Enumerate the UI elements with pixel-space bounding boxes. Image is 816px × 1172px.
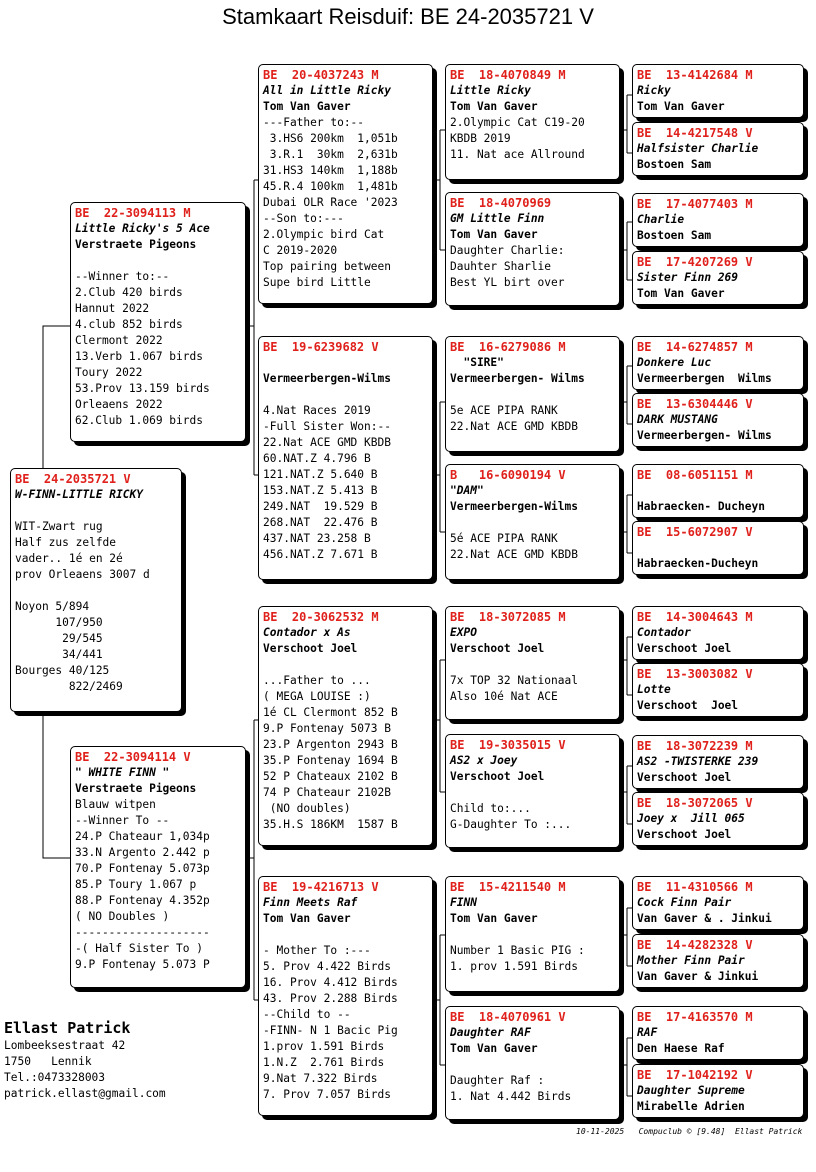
pigeon-name: Joey x Jill 065: [637, 812, 745, 825]
pigeon-note: 1.N.Z 2.761 Birds: [263, 1056, 385, 1069]
pigeon-owner: Bostoen Sam: [637, 158, 712, 171]
pigeon-owner: Verstraete Pigeons: [75, 238, 197, 251]
pigeon-note: 1. prov 1.591 Birds: [450, 960, 578, 973]
pigeon-card-g4n: [632, 934, 804, 988]
ring-number: BE 18-4070961 V: [450, 1010, 566, 1024]
breeder-city: 1750 Lennik: [4, 1055, 92, 1068]
pigeon-note: ...Father to ...: [263, 674, 371, 687]
pigeon-note: 53.Prov 13.159 birds: [75, 382, 210, 395]
pigeon-note: ( NO Doubles ): [75, 910, 170, 923]
pigeon-owner: Verschoot Joel: [637, 828, 732, 841]
pigeon-name: "DAM": [450, 484, 484, 497]
pigeon-note: 4.club 852 birds: [75, 318, 183, 331]
page-title: Stamkaart Reisduif: BE 24-2035721 V: [222, 4, 594, 29]
pigeon-owner: Tom Van Gaver: [263, 100, 351, 113]
pigeon-note: 70.P Fontenay 5.073p: [75, 862, 210, 875]
pigeon-owner: Vermeerbergen-Wilms: [263, 372, 391, 385]
pigeon-name: FINN: [450, 896, 477, 909]
pigeon-card-g1a: [70, 202, 246, 442]
pigeon-name: Contador x As: [263, 626, 351, 639]
pigeon-note: [450, 785, 615, 801]
ring-number: B 16-6090194 V: [450, 468, 566, 482]
pigeon-name: Sister Finn 269: [637, 271, 739, 284]
pigeon-owner: Mirabelle Adrien: [637, 1100, 745, 1113]
pigeon-name: [637, 540, 799, 556]
pigeon-owner: Tom Van Gaver: [450, 228, 538, 241]
ring-number: BE 14-4217548 V: [637, 126, 753, 140]
pigeon-owner: Tom Van Gaver: [450, 100, 538, 113]
ring-number: BE 18-4070969: [450, 196, 552, 210]
pigeon-note: 11. Nat ace Allround: [450, 148, 585, 161]
pigeon-note: 43. Prov 2.288 Birds: [263, 992, 398, 1005]
pigeon-owner: Tom Van Gaver: [637, 100, 725, 113]
pigeon-note: Hannut 2022: [75, 302, 150, 315]
ring-number: BE 19-3035015 V: [450, 738, 566, 752]
pigeon-note: C 2019-2020: [263, 244, 338, 257]
pigeon-note: [15, 583, 177, 599]
pigeon-owner: Van Gaver & . Jinkui: [637, 912, 772, 925]
pigeon-note: 34/441: [15, 648, 103, 661]
pigeon-owner: Verschoot Joel: [637, 771, 732, 784]
pigeon-note: 88.P Fontenay 4.352p: [75, 894, 210, 907]
pigeon-note: 107/950: [15, 616, 103, 629]
ring-number: BE 16-6279086 M: [450, 340, 566, 354]
pigeon-note: 62.Club 1.069 birds: [75, 414, 203, 427]
pigeon-note: 5e ACE PIPA RANK: [450, 404, 558, 417]
pigeon-card-g2d: [258, 876, 433, 1116]
pigeon-name: Daughter Supreme: [637, 1084, 745, 1097]
pigeon-owner: Verschoot Joel: [263, 642, 358, 655]
breeder-email: patrick.ellast@gmail.com: [4, 1087, 166, 1100]
pigeon-card-g4f: [632, 393, 804, 447]
ring-number: BE 14-6274857 M: [637, 340, 753, 354]
pigeon-owner: Habraecken- Ducheyn: [637, 500, 765, 513]
pigeon-owner: Vermeerbergen- Wilms: [450, 372, 585, 385]
ring-number: BE 18-3072065 V: [637, 796, 753, 810]
pigeon-note: [450, 927, 615, 943]
ring-number: BE 08-6051151 M: [637, 468, 753, 482]
pigeon-card-g3h: [445, 1006, 620, 1120]
pigeon-note: [450, 387, 615, 403]
pigeon-note: 268.NAT 22.476 B: [263, 516, 378, 529]
pigeon-name: GM Little Finn: [450, 212, 545, 225]
pigeon-note: 22.Nat ACE GMD KBDB: [450, 420, 578, 433]
pigeon-note: Noyon 5/894: [15, 600, 90, 613]
pigeon-note: Also 10é Nat ACE: [450, 690, 558, 703]
pigeon-card-g3f: [445, 734, 620, 848]
pigeon-note: Top pairing between: [263, 260, 391, 273]
pigeon-note: --Child to --: [263, 1008, 351, 1021]
ring-number: BE 15-4211540 M: [450, 880, 566, 894]
pigeon-note: 22.Nat ACE GMD KBDB: [450, 548, 578, 561]
pigeon-owner: Vermeerbergen- Wilms: [637, 429, 772, 442]
ring-number: BE 19-6239682 V: [263, 340, 379, 354]
pigeon-name: Daughter RAF: [450, 1026, 531, 1039]
pigeon-note: 35.P Fontenay 1694 B: [263, 754, 398, 767]
pigeon-card-g4i: [632, 606, 804, 660]
pigeon-note: -FINN- N 1 Bacic Pig: [263, 1024, 398, 1037]
pigeon-name: Lotte: [637, 683, 671, 696]
pigeon-name: Charlie: [637, 213, 685, 226]
pigeon-card-g4g: [632, 464, 804, 518]
pigeon-name: RAF: [637, 1026, 658, 1039]
pigeon-owner: Bostoen Sam: [637, 229, 712, 242]
pigeon-card-g3c: [445, 336, 620, 452]
pigeon-note: 2.Olympic Cat C19-20: [450, 116, 585, 129]
pigeon-name: Donkere Luc: [637, 356, 712, 369]
pigeon-card-g3g: [445, 876, 620, 992]
ring-number: BE 18-3072085 M: [450, 610, 566, 624]
pigeon-name: Cock Finn Pair: [637, 896, 732, 909]
pigeon-name: " WHITE FINN ": [75, 766, 170, 779]
pigeon-note: 1.prov 1.591 Birds: [263, 1040, 385, 1053]
ring-number: BE 13-4142684 M: [637, 68, 753, 82]
pigeon-note: 24.P Chateaur 1,034p: [75, 830, 210, 843]
ring-number: BE 18-3072239 M: [637, 739, 753, 753]
pigeon-note: --Winner To --: [75, 814, 170, 827]
pigeon-card-g2a: [258, 64, 433, 304]
pigeon-note: 7x TOP 32 Nationaal: [450, 674, 578, 687]
pigeon-note: -Full Sister Won:--: [263, 420, 391, 433]
pigeon-note: 13.Verb 1.067 birds: [75, 350, 203, 363]
pigeon-note: Toury 2022: [75, 366, 143, 379]
pigeon-note: G-Daughter To :...: [450, 818, 572, 831]
pigeon-note: 2.Olympic bird Cat: [263, 228, 385, 241]
pigeon-name: Little Ricky: [450, 84, 531, 97]
ring-number: BE 14-4282328 V: [637, 938, 753, 952]
pigeon-note: 456.NAT.Z 7.671 B: [263, 548, 378, 561]
pigeon-note: [450, 1057, 615, 1073]
ring-number: BE 17-1042192 V: [637, 1068, 753, 1082]
pigeon-name: Halfsister Charlie: [637, 142, 759, 155]
pigeon-note: 45.R.4 100km 1,481b: [263, 180, 398, 193]
pigeon-note: 153.NAT.Z 5.413 B: [263, 484, 378, 497]
pigeon-note: Daughter Charlie:: [450, 244, 565, 257]
ring-number: BE 11-4310566 M: [637, 880, 753, 894]
pigeon-name: AS2 x Joey: [450, 754, 518, 767]
pigeon-name: Contador: [637, 626, 691, 639]
pigeon-note: 121.NAT.Z 5.640 B: [263, 468, 378, 481]
pigeon-note: Daughter Raf :: [450, 1074, 545, 1087]
pigeon-note: Blauw witpen: [75, 798, 156, 811]
pigeon-note: [15, 503, 177, 519]
pigeon-note: 3.R.1 30km 2,631b: [263, 148, 398, 161]
pigeon-owner: Tom Van Gaver: [450, 1042, 538, 1055]
pigeon-note: 2.Club 420 birds: [75, 286, 183, 299]
pigeon-note: 4.Nat Races 2019: [263, 404, 371, 417]
pigeon-note: Orleaens 2022: [75, 398, 163, 411]
pigeon-card-g4h: [632, 521, 804, 575]
pigeon-name: DARK MUSTANG: [637, 413, 718, 426]
pigeon-note: Child to:...: [450, 802, 531, 815]
pigeon-note: 85.P Toury 1.067 p: [75, 878, 197, 891]
pigeon-card-g3d: [445, 464, 620, 580]
pigeon-note: 1é CL Clermont 852 B: [263, 706, 398, 719]
pigeon-note: --------------------: [75, 926, 210, 939]
pigeon-name: [637, 483, 799, 499]
pigeon-owner: Verschoot Joel: [450, 770, 545, 783]
ring-number: BE 18-4070849 M: [450, 68, 566, 82]
pigeon-owner: Tom Van Gaver: [450, 912, 538, 925]
pigeon-owner: Vermeerbergen Wilms: [637, 372, 772, 385]
breeder-phone: Tel.:0473328003: [4, 1071, 106, 1084]
pigeon-note: -( Half Sister To ): [75, 942, 203, 955]
pigeon-note: 22.Nat ACE GMD KBDB: [263, 436, 391, 449]
pigeon-name: Finn Meets Raf: [263, 896, 358, 909]
pigeon-note: 5é ACE PIPA RANK: [450, 532, 558, 545]
ring-number: BE 13-6304446 V: [637, 397, 753, 411]
pigeon-note: vader.. 1é en 2é: [15, 552, 123, 565]
pigeon-owner: Verschoot Joel: [637, 642, 732, 655]
pigeon-card-g2c: [258, 606, 433, 846]
pigeon-note: 33.N Argento 2.442 p: [75, 846, 210, 859]
pigeon-note: --Son to:---: [263, 212, 344, 225]
pigeon-note: 16. Prov 4.412 Birds: [263, 976, 398, 989]
pigeon-note: --Winner to:--: [75, 270, 170, 283]
pigeon-note: - Mother To :---: [263, 944, 371, 957]
pigeon-owner: Tom Van Gaver: [637, 287, 725, 300]
pigeon-name: Mother Finn Pair: [637, 954, 745, 967]
pigeon-note: 35.H.S 186KM 1587 B: [263, 818, 398, 831]
pigeon-note: 52 P Chateaux 2102 B: [263, 770, 398, 783]
pigeon-note: 31.HS3 140km 1,188b: [263, 164, 398, 177]
pigeon-note: 9.Nat 7.322 Birds: [263, 1072, 378, 1085]
pigeon-owner: Habraecken-Ducheyn: [637, 557, 759, 570]
pigeon-name: W-FINN-LITTLE RICKY: [15, 488, 143, 501]
pigeon-card-g3a: [445, 64, 620, 180]
pigeon-owner: Vermeerbergen-Wilms: [450, 500, 578, 513]
pigeon-note: ---Father to:--: [263, 116, 365, 129]
pigeon-note: 437.NAT 23.258 B: [263, 532, 371, 545]
ring-number: BE 15-6072907 V: [637, 525, 753, 539]
ring-number: BE 13-3003082 V: [637, 667, 753, 681]
pigeon-card-g4b: [632, 122, 804, 176]
pigeon-card-g1b: [70, 746, 246, 988]
pigeon-note: Dubai OLR Race '2023: [263, 196, 398, 209]
pigeon-card-g4p: [632, 1064, 804, 1118]
pigeon-owner: Verstraete Pigeons: [75, 782, 197, 795]
ring-number: BE 14-3004643 M: [637, 610, 753, 624]
pigeon-card-g4k: [632, 735, 804, 789]
pigeon-card-g0: [10, 468, 182, 712]
pigeon-note: Clermont 2022: [75, 334, 163, 347]
pigeon-note: [450, 657, 615, 673]
pigeon-card-g4m: [632, 876, 804, 930]
pigeon-card-g4j: [632, 663, 804, 717]
pigeon-card-g4d: [632, 251, 804, 305]
ring-number: BE 20-3062532 M: [263, 610, 379, 624]
pigeon-owner: Verschoot Joel: [450, 642, 545, 655]
pigeon-name: Ricky: [637, 84, 671, 97]
pigeon-note: 74 P Chateaur 2102B: [263, 786, 391, 799]
ring-number: BE 22-3094113 M: [75, 206, 191, 220]
pigeon-note: 5. Prov 4.422 Birds: [263, 960, 391, 973]
pigeon-note: [263, 927, 428, 943]
pigeon-note: [450, 515, 615, 531]
ring-number: BE 17-4207269 V: [637, 255, 753, 269]
footer-credit: 10-11-2025 Compuclub © [9.48] Ellast Patrick: [576, 1127, 803, 1136]
pigeon-card-g2b: [258, 336, 433, 580]
pigeon-name: EXPO: [450, 626, 477, 639]
pigeon-name: Little Ricky's 5 Ace: [75, 222, 210, 235]
pigeon-note: [75, 253, 241, 269]
pigeon-note: 822/2469: [15, 680, 123, 693]
pigeon-note: [263, 387, 428, 403]
ring-number: BE 19-4216713 V: [263, 880, 379, 894]
pigeon-note: Best YL birt over: [450, 276, 565, 289]
pigeon-card-g3b: [445, 192, 620, 306]
pigeon-card-g4e: [632, 336, 804, 390]
ring-number: BE 22-3094114 V: [75, 750, 191, 764]
pigeon-note: 9.P Fontenay 5073 B: [263, 722, 391, 735]
pigeon-card-g4a: [632, 64, 804, 118]
pigeon-name: All in Little Ricky: [263, 84, 391, 97]
pigeon-note: 1. Nat 4.442 Birds: [450, 1090, 572, 1103]
pigeon-note: 3.HS6 200km 1,051b: [263, 132, 398, 145]
pigeon-note: Supe bird Little: [263, 276, 371, 289]
breeder-info: [4, 1018, 166, 1102]
pigeon-note: Number 1 Basic PIG :: [450, 944, 585, 957]
pigeon-note: prov Orleaens 3007 d: [15, 568, 150, 581]
pigeon-note: KBDB 2019: [450, 132, 511, 145]
pigeon-owner: Van Gaver & Jinkui: [637, 970, 759, 983]
pigeon-note: 7. Prov 7.057 Birds: [263, 1088, 391, 1101]
pigeon-note: 29/545: [15, 632, 103, 645]
pigeon-owner: Verschoot Joel: [637, 699, 739, 712]
breeder-street: Lombeeksestraat 42: [4, 1039, 126, 1052]
ring-number: BE 20-4037243 M: [263, 68, 379, 82]
pigeon-card-g4c: [632, 193, 804, 247]
pigeon-note: Dauhter Sharlie: [450, 260, 552, 273]
pigeon-name: AS2 -TWISTERKE 239: [637, 755, 759, 768]
pigeon-note: 60.NAT.Z 4.796 B: [263, 452, 371, 465]
pigeon-card-g4o: [632, 1006, 804, 1060]
ring-number: BE 17-4163570 M: [637, 1010, 753, 1024]
pigeon-owner: Tom Van Gaver: [263, 912, 351, 925]
ring-number: BE 17-4077403 M: [637, 197, 753, 211]
pigeon-note: 23.P Argenton 2943 B: [263, 738, 398, 751]
pigeon-note: 249.NAT 19.529 B: [263, 500, 378, 513]
pigeon-card-g3e: [445, 606, 620, 720]
pigeon-note: [263, 657, 428, 673]
pigeon-note: Half zus zelfde: [15, 536, 117, 549]
ring-number: BE 24-2035721 V: [15, 472, 131, 486]
pigeon-owner: Den Haese Raf: [637, 1042, 725, 1055]
pigeon-card-g4l: [632, 792, 804, 846]
pigeon-name: [263, 355, 428, 371]
pigeon-note: ( MEGA LOUISE :): [263, 690, 371, 703]
pigeon-note: WIT-Zwart rug: [15, 520, 103, 533]
pigeon-note: Bourges 40/125: [15, 664, 110, 677]
breeder-name: Ellast Patrick: [4, 1019, 131, 1037]
pigeon-note: 9.P Fontenay 5.073 P: [75, 958, 210, 971]
pigeon-label: "SIRE": [450, 356, 504, 369]
pigeon-note: (NO doubles): [263, 802, 351, 815]
